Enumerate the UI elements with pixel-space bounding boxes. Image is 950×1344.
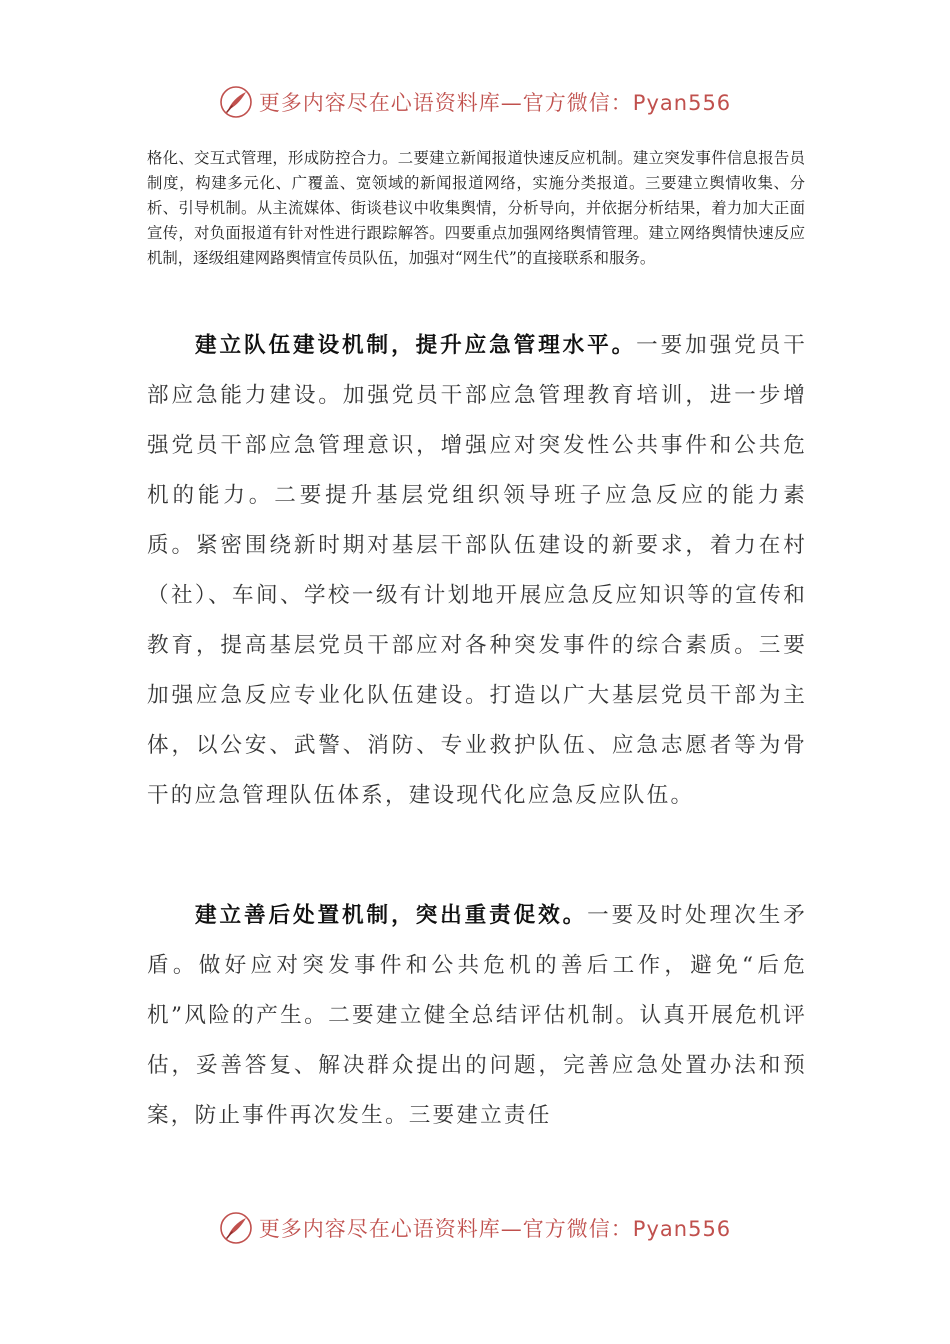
paragraph-continued: 格化、交互式管理，形成防控合力。二要建立新闻报道快速反应机制。建立突发事件信息报告员制度，构建多元化、广覆盖、宽领域的新闻报道网络，实施分类报道。三要建立舆情收集、分析、引导机制。从主流媒体、街谈巷议中收集舆情，分析导向，并依据分析结果，着力加大正面宣传，对负面报道有针对性进行跟踪解答。四要重点加强网络舆情管理。建立网络舆情快速反应机制，逐级组建网路舆情宣传员队伍，加强对“网生代”的直接联系和服务。: [147, 149, 805, 267]
header-banner-text: 更多内容尽在心语资料库—官方微信：Pyan556: [258, 91, 732, 115]
paragraph-lead-heading: 建立队伍建设机制，提升应急管理水平。: [195, 333, 637, 358]
header-banner: [0, 82, 950, 122]
paragraph-body: 一要加强党员干部应急能力建设。加强党员干部应急管理教育培训，进一步增强党员干部应急管理意识，增强应对突发性公共事件和公共危机的能力。二要提升基层党组织领导班子应急反应的能力素质。紧密围绕新时期对基层干部队伍建设的新要求，着力在村（社）、车间、学校一级有计划地开展应急反应知识等的宣传和教育，提高基层党员干部应对各种突发事件的综合素质。三要加强应急反应专业化队伍建设。打造以广大基层党员干部为主体，以公安、武警、消防、专业救护队伍、应急志愿者等为骨干的应急管理队伍体系，建设现代化应急反应队伍。: [147, 333, 807, 808]
footer-banner-text: 更多内容尽在心语资料库—官方微信：Pyan556: [258, 1217, 732, 1241]
paragraph-lead-heading: 建立善后处置机制，突出重责促效。: [195, 903, 588, 928]
paragraph-body: 一要及时处理次生矛盾。做好应对突发事件和公共危机的善后工作，避免“后危机”风险的产生。二要建立健全总结评估机制。认真开展危机评估，妥善答复、解决群众提出的问题，完善应急处置办法和预案，防止事件再次发生。三要建立责任: [147, 903, 807, 1128]
quill-pen-icon: [219, 1211, 253, 1245]
paragraph-team-building: [147, 321, 807, 821]
paragraph-aftermath: [147, 891, 807, 1141]
footer-banner: [0, 1208, 950, 1248]
quill-pen-icon: [219, 85, 253, 119]
